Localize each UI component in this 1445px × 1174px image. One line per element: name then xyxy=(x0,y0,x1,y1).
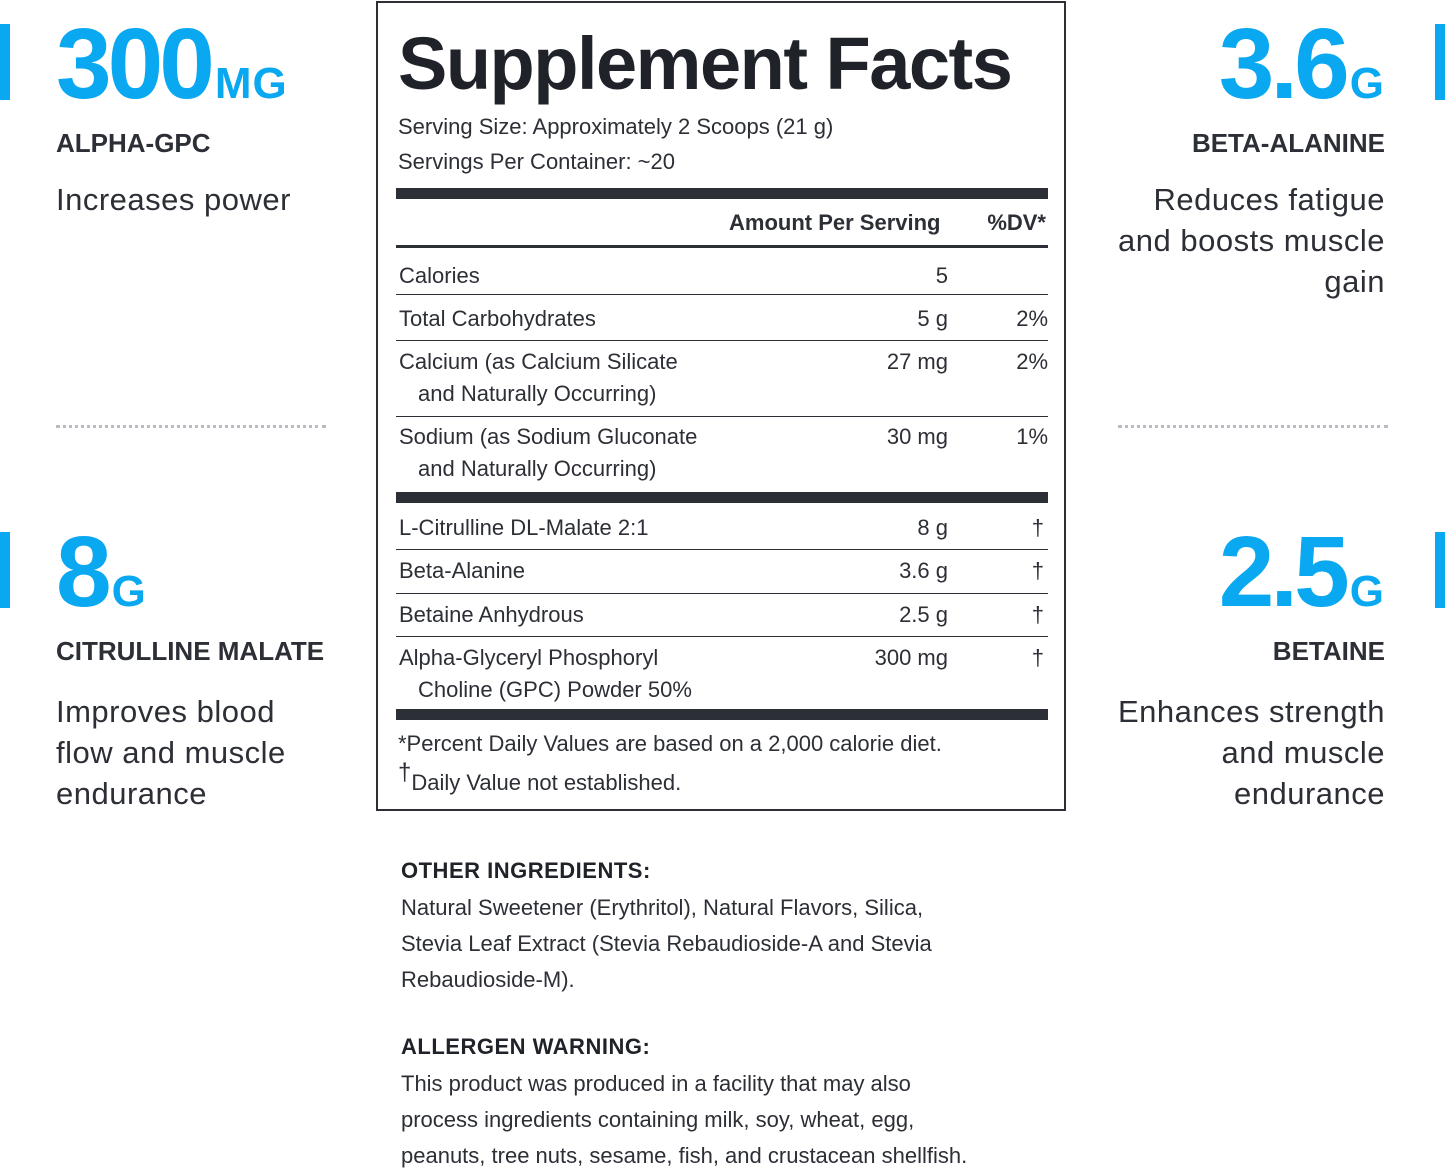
thin-rule xyxy=(396,340,1048,341)
stat-description: Increases power xyxy=(56,182,291,217)
stat-number: 2.5 xyxy=(1218,516,1346,628)
row-dv: † xyxy=(1031,515,1044,540)
stat-betaine xyxy=(1085,516,1385,814)
stat-citrulline-malate xyxy=(56,516,356,814)
row-dv: † xyxy=(1031,645,1044,670)
stat-alpha-gpc xyxy=(56,8,356,220)
row-name: Beta-Alanine xyxy=(399,558,525,583)
footnote-dagger-text: Daily Value not established. xyxy=(411,770,682,795)
row-amount: 27 mg xyxy=(886,349,948,374)
supplement-facts-panel xyxy=(376,1,1066,811)
serving-size: Serving Size: Approximately 2 Scoops (21 g) xyxy=(398,114,834,139)
thick-rule xyxy=(396,492,1048,503)
stat-unit: G xyxy=(111,567,147,616)
facts-title: Supplement Facts xyxy=(398,22,1012,105)
row-amount: 300 mg xyxy=(874,645,948,670)
accent-bar-bottom-right xyxy=(1435,532,1445,608)
header-dv: %DV* xyxy=(987,210,1046,235)
thick-rule xyxy=(396,709,1048,720)
row-amount: 5 xyxy=(935,263,948,288)
row-dv: 2% xyxy=(1016,349,1048,374)
thin-rule xyxy=(396,636,1048,637)
other-ingredients-heading: OTHER INGREDIENTS: xyxy=(401,858,651,883)
row-name: L-Citrulline DL-Malate 2:1 xyxy=(399,515,649,540)
stat-betaine-value xyxy=(1085,516,1385,628)
row-name: Calories xyxy=(399,263,480,288)
stat-name: BETAINE xyxy=(1272,636,1385,666)
row-amount: 2.5 g xyxy=(899,602,948,627)
thick-rule xyxy=(396,188,1048,199)
other-ingredients-section xyxy=(401,858,1081,998)
stat-alpha-gpc-value xyxy=(56,8,356,120)
stat-description: Improves blood flow and muscle endurance xyxy=(56,694,286,811)
stat-unit: MG xyxy=(214,59,288,108)
stat-beta-alanine xyxy=(1085,8,1385,302)
thin-rule xyxy=(396,549,1048,550)
footnote-dagger xyxy=(398,759,682,797)
accent-bar-bottom-left xyxy=(0,532,10,608)
row-dv: † xyxy=(1031,558,1044,583)
stat-unit: G xyxy=(1349,567,1385,616)
other-ingredients-text: Natural Sweetener (Erythritol), Natural Flavors, Silica, Stevia Leaf Extract (Stevia Rebaudioside-A and Stevia Rebaudioside-M). xyxy=(401,895,932,992)
row-dv: 2% xyxy=(1016,306,1048,331)
allergen-warning-section xyxy=(401,1034,1081,1174)
servings-per-container: Servings Per Container: ~20 xyxy=(398,149,675,174)
stat-number: 300 xyxy=(56,8,211,120)
stat-beta-alanine-value xyxy=(1085,8,1385,120)
row-amount: 8 g xyxy=(917,515,948,540)
allergen-warning-heading: ALLERGEN WARNING: xyxy=(401,1034,651,1059)
medium-rule xyxy=(396,245,1048,248)
stat-name: ALPHA-GPC xyxy=(56,128,211,158)
row-name: Calcium (as Calcium Silicate and Naturally Occurring) xyxy=(399,349,678,406)
row-amount: 5 g xyxy=(917,306,948,331)
stat-description: Enhances strength and muscle endurance xyxy=(1117,694,1385,811)
allergen-warning-text: This product was produced in a facility that may also process ingredients containing milk, soy, wheat, egg, peanuts, tree nuts, sesame, fish, and crustacean shellfish. xyxy=(401,1071,968,1168)
stat-description: Reduces fatigue and boosts muscle gain xyxy=(1118,182,1385,299)
stat-number: 3.6 xyxy=(1218,8,1346,120)
stat-citrulline-value xyxy=(56,516,356,628)
stat-number: 8 xyxy=(56,516,108,628)
row-amount: 30 mg xyxy=(886,424,948,449)
row-name: Betaine Anhydrous xyxy=(399,602,584,627)
thin-rule xyxy=(396,294,1048,295)
row-name: Sodium (as Sodium Gluconate and Naturally Occurring) xyxy=(399,424,698,481)
dotted-divider-right xyxy=(1118,425,1388,428)
stat-unit: G xyxy=(1349,59,1385,108)
thin-rule xyxy=(396,416,1048,417)
dotted-divider-left xyxy=(56,425,326,428)
footnote-percent-dv: *Percent Daily Values are based on a 2,000 calorie diet. xyxy=(398,731,942,756)
row-dv: † xyxy=(1031,602,1044,627)
row-name: Total Carbohydrates xyxy=(399,306,596,331)
accent-bar-top-right xyxy=(1435,24,1445,100)
header-amount-per-serving: Amount Per Serving xyxy=(729,210,941,235)
row-dv: 1% xyxy=(1016,424,1048,449)
thin-rule xyxy=(396,593,1048,594)
row-name: Alpha-Glyceryl Phosphoryl Choline (GPC) Powder 50% xyxy=(399,645,692,702)
row-amount: 3.6 g xyxy=(899,558,948,583)
dagger-symbol: † xyxy=(398,759,412,786)
stat-name: CITRULLINE MALATE xyxy=(56,636,325,666)
stat-name: BETA-ALANINE xyxy=(1191,128,1385,158)
accent-bar-top-left xyxy=(0,24,10,100)
